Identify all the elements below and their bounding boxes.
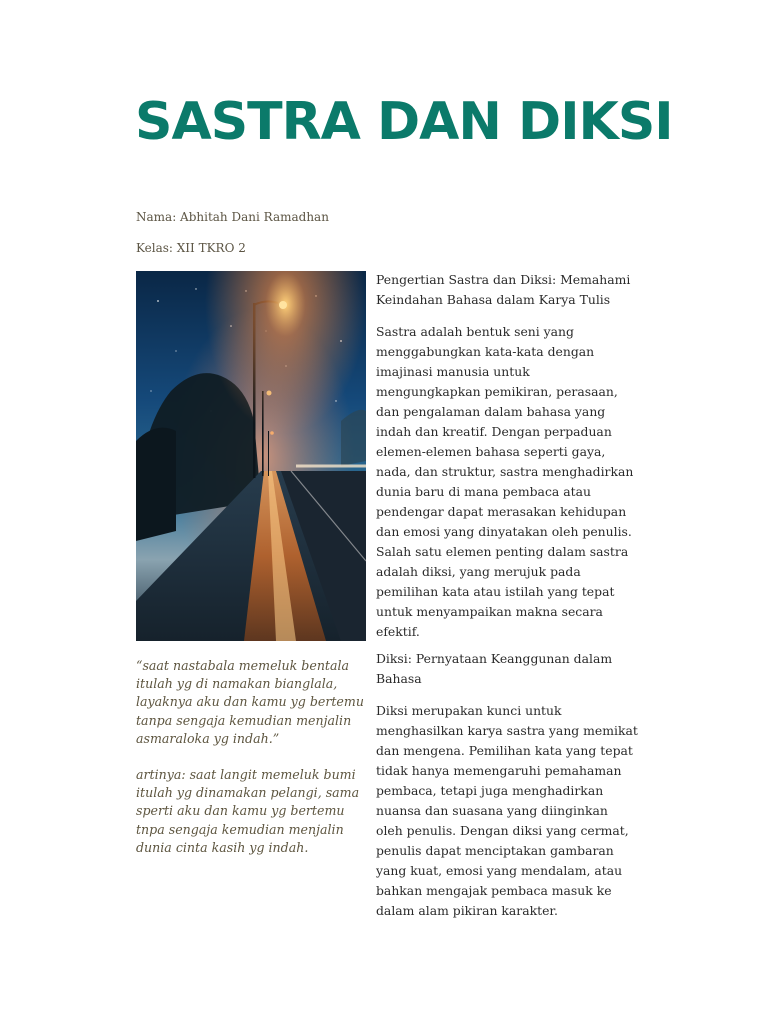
poem-translation: artinya: saat langit memeluk bumi itulah yg dinamakan pelangi, sama sperti aku dan kamu yg bertemu tnpa sengaja kemudian menjalin dunia cinta kasih yg indah.	[136, 767, 360, 855]
night-street-lamp-photo	[136, 271, 366, 641]
section-heading-diksi: Diksi: Pernyataan Keanggunan dalam Bahasa	[376, 651, 613, 686]
student-name: Nama: Abhitah Dani Ramadhan	[136, 210, 329, 224]
section-body-sastra: Sastra adalah bentuk seni yang menggabungkan kata-kata dengan imajinasi manusia untuk mengungkapkan pemikiran, perasaan, dan pengalaman dalam bahasa yang indah dan kreatif. Dengan perpaduan elemen-elemen bahasa seperti gaya, nada, dan struktur, sastra menghadirkan dunia baru di mana pembaca atau pendengar dapat merasakan kehidupan dan emosi yang dinyatakan oleh penulis. Salah satu elemen penting dalam sastra adalah diksi, yang merujuk pada pemilihan kata atau istilah yang tepat untuk menyampaikan makna secara efektif.	[376, 324, 634, 639]
poem-quote: “saat nastabala memeluk bentala itulah yg di namakan bianglala, layaknya aku dan kamu yg bertemu tanpa sengaja kemudian menjalin asmaraloka yg indah.”	[136, 658, 364, 746]
student-class: Kelas: XII TKRO 2	[136, 241, 246, 255]
section-heading-sastra: Pengertian Sastra dan Diksi: Memahami Keindahan Bahasa dalam Karya Tulis	[376, 272, 631, 307]
document-title: SASTRA DAN DIKSI	[135, 92, 673, 152]
section-body-diksi: Diksi merupakan kunci untuk menghasilkan karya sastra yang memikat dan mengena. Pemilihan kata yang tepat tidak hanya memengaruhi pemahaman pembaca, tetapi juga menghadirkan nuansa dan suasana yang diinginkan oleh penulis. Dengan diksi yang cermat, penulis dapat menciptakan gambaran yang kuat, emosi yang mendalam, atau bahkan mengajak pembaca masuk ke dalam alam pikiran karakter.	[376, 703, 638, 918]
